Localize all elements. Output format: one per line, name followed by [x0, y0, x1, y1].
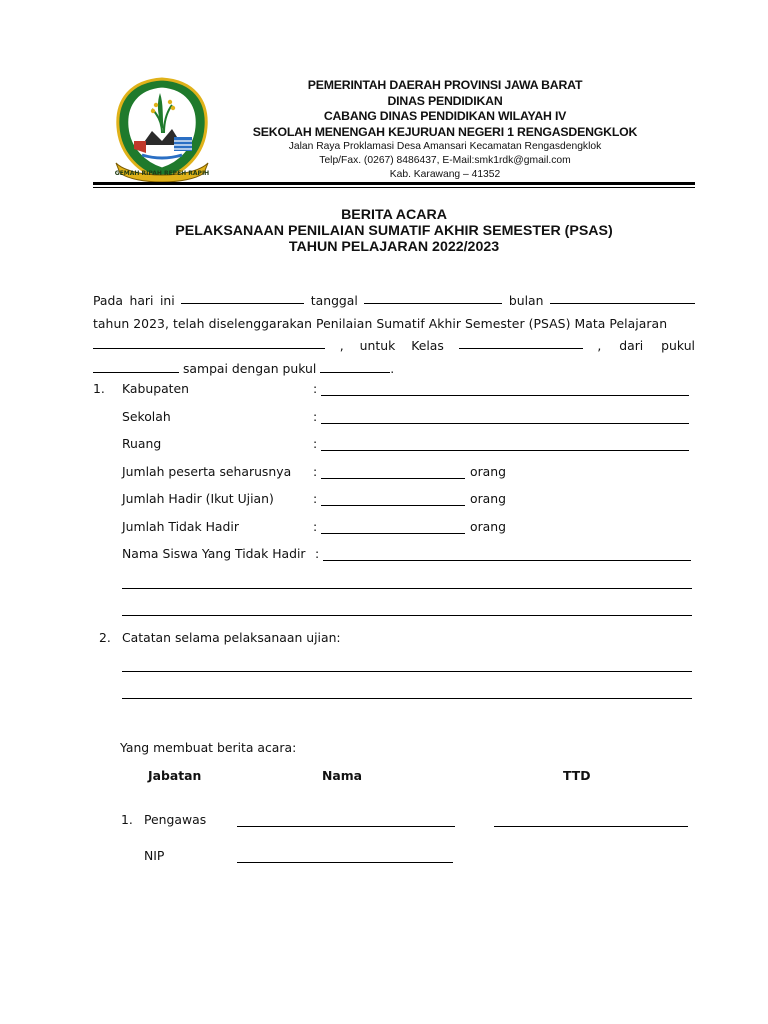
- class-blank[interactable]: [459, 335, 583, 349]
- unit-orang: orang: [470, 491, 506, 506]
- section-2-header: [93, 630, 695, 650]
- field-row-nama-siswa: [93, 546, 695, 566]
- section-1-number: 1.: [93, 381, 105, 396]
- field-label: Ruang: [122, 436, 162, 451]
- jumlah-hadir-input-line[interactable]: [321, 505, 465, 506]
- colon: :: [313, 491, 318, 506]
- section-2-label: Catatan selama pelaksanaan ujian:: [122, 630, 341, 645]
- paragraph-line-4: [93, 358, 695, 381]
- untuk-kelas-text: , untuk Kelas: [339, 338, 444, 353]
- letterhead-line-3: CABANG DINAS PENDIDIKAN WILAYAH IV: [323, 109, 567, 123]
- colon: :: [313, 409, 318, 424]
- letterhead-divider-thin: [93, 187, 695, 188]
- field-row-ruang: [93, 436, 695, 456]
- col-header-jabatan: Jabatan: [148, 768, 202, 783]
- jumlah-peserta-input-line[interactable]: [321, 478, 465, 479]
- period: .: [390, 360, 395, 376]
- logo-motto: GEMAH RIPAH REPEH RAPIH: [114, 170, 210, 177]
- colon: :: [313, 381, 318, 396]
- col-header-nama: Nama: [322, 768, 363, 783]
- field-label: Nama Siswa Yang Tidak Hadir: [122, 546, 306, 561]
- end-time-blank[interactable]: [320, 359, 390, 373]
- opening-paragraph: [93, 290, 695, 380]
- colon: :: [313, 464, 318, 479]
- kabupaten-input-line[interactable]: [321, 395, 689, 396]
- paragraph-line-1: [93, 290, 695, 313]
- field-label: Kabupaten: [122, 381, 190, 396]
- paragraph-line-2: tahun 2023, telah diselenggarakan Penilaian Sumatif Akhir Semester (PSAS) Mata Pelajaran: [93, 315, 668, 331]
- unit-orang: orang: [470, 464, 506, 479]
- word-hari: hari: [129, 293, 154, 308]
- paragraph-line-3: [93, 335, 695, 358]
- signer-signature-line[interactable]: [494, 826, 688, 827]
- letterhead-line-2: DINAS PENDIDIKAN: [387, 93, 503, 108]
- day-blank[interactable]: [181, 290, 304, 304]
- section-2-number: 2.: [99, 630, 111, 645]
- notes-line-1[interactable]: [122, 671, 692, 672]
- signature-intro: Yang membuat berita acara:: [120, 740, 297, 755]
- word-pada: Pada: [93, 293, 123, 308]
- nip-input-line[interactable]: [237, 862, 453, 863]
- absent-names-line-3[interactable]: [122, 615, 692, 616]
- colon: :: [313, 519, 318, 534]
- field-row-jumlah-peserta: [93, 464, 695, 484]
- signature-intro-row: [93, 740, 695, 760]
- letterhead-line-1: PEMERINTAH DAERAH PROVINSI JAWA BARAT: [307, 78, 583, 92]
- date-blank[interactable]: [364, 290, 502, 304]
- colon: :: [313, 436, 318, 451]
- ruang-input-line[interactable]: [321, 450, 689, 451]
- signer-role: Pengawas: [144, 812, 207, 827]
- field-label: Jumlah Hadir (Ikut Ujian): [122, 491, 274, 506]
- field-row-jumlah-tidak-hadir: [93, 519, 695, 539]
- letterhead-address: Jalan Raya Proklamasi Desa Amansari Kecamatan Rengasdengklok: [288, 141, 602, 152]
- colon: :: [315, 546, 320, 561]
- field-row-kabupaten: [93, 381, 695, 401]
- subject-blank[interactable]: [93, 335, 325, 349]
- letterhead-city: Kab. Karawang – 41352: [389, 169, 501, 180]
- dari-pukul-text: , dari pukul: [597, 338, 695, 353]
- unit-orang: orang: [470, 519, 506, 534]
- letterhead-divider-thick: [93, 182, 695, 185]
- field-label: Jumlah peserta seharusnya: [122, 464, 292, 479]
- word-ini: ini: [159, 293, 175, 308]
- field-label: Sekolah: [122, 409, 171, 424]
- nip-label: NIP: [144, 848, 165, 863]
- letterhead-school-name: SEKOLAH MENENGAH KEJURUAN NEGERI 1 RENGASDENGKLOK: [252, 124, 638, 139]
- title-line-3: TAHUN PELAJARAN 2022/2023: [288, 239, 500, 255]
- field-row-jumlah-hadir: [93, 491, 695, 511]
- title-line-2: PELAKSANAAN PENILAIAN SUMATIF AKHIR SEMESTER (PSAS): [175, 223, 613, 239]
- absent-names-line-2[interactable]: [122, 588, 692, 589]
- word-bulan: bulan: [508, 293, 544, 308]
- sekolah-input-line[interactable]: [321, 423, 689, 424]
- nama-siswa-input-line[interactable]: [323, 560, 691, 561]
- jumlah-tidak-hadir-input-line[interactable]: [321, 533, 465, 534]
- west-java-emblem-logo: [112, 75, 212, 183]
- month-blank[interactable]: [550, 290, 695, 304]
- signer-name-line[interactable]: [237, 826, 455, 827]
- field-row-sekolah: [93, 409, 695, 429]
- document-title: [93, 207, 695, 255]
- word-tanggal: tanggal: [310, 293, 358, 308]
- field-label: Jumlah Tidak Hadir: [122, 519, 239, 534]
- title-line-1: BERITA ACARA: [341, 207, 447, 223]
- notes-line-2[interactable]: [122, 698, 692, 699]
- col-header-ttd: TTD: [563, 768, 591, 783]
- letterhead-contact: Telp/Fax. (0267) 8486437, E-Mail:smk1rdk@gmail.com: [319, 155, 571, 166]
- start-time-blank[interactable]: [93, 359, 179, 373]
- letterhead-text: [240, 78, 650, 182]
- sampai-text: sampai dengan pukul: [182, 360, 317, 376]
- signer-row-number: 1.: [121, 812, 133, 827]
